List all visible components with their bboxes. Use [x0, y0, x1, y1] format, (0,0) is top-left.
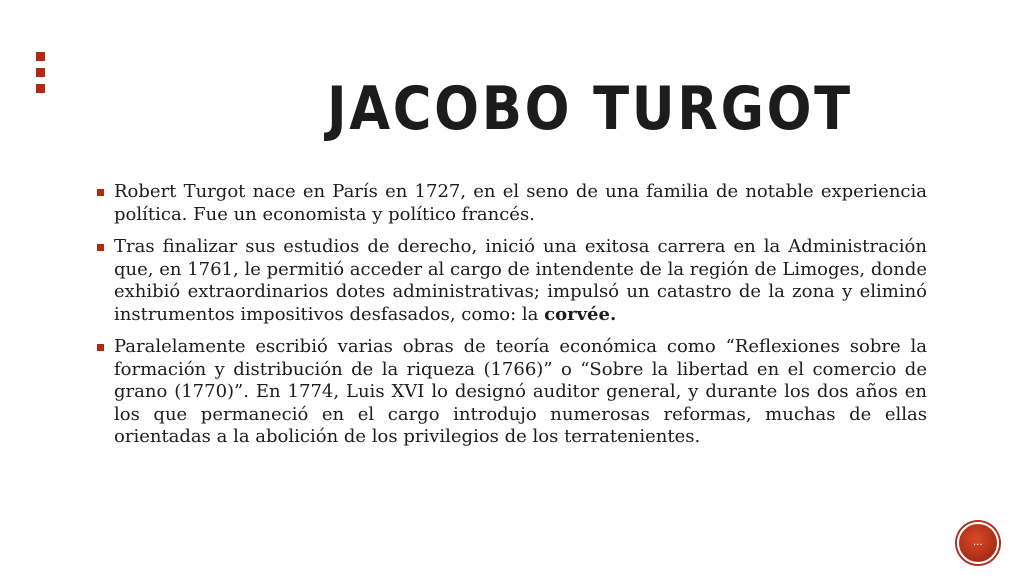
- title-decoration-squares-icon: [36, 52, 46, 94]
- list-item: [97, 336, 927, 449]
- slide-title: JACOBO TURGOT: [327, 74, 853, 144]
- square-icon: [36, 84, 45, 93]
- bullet-square-icon: [97, 189, 104, 196]
- bullet-text: Robert Turgot nace en París en 1727, en el seno de una familia de notable experiencia política. Fue un economista y político francés.: [114, 181, 927, 225]
- nav-dots-icon: ···: [973, 540, 983, 551]
- bullet-list: [97, 181, 927, 501]
- bullet-square-icon: [97, 244, 104, 251]
- square-icon: [36, 68, 45, 77]
- bullet-text: Tras finalizar sus estudios de derecho, inició una exitosa carrera en la Administración que, en 1761, le permitió acceder al cargo de intendente de la región de Limoges, donde exhibió extraordinarios dotes administrativas; impulsó un catastro de la zona y eliminó instrumentos impositivos desfasados, como: la: [114, 236, 927, 325]
- bullet-text: Paralelamente escribió varias obras de teoría económica como “Reflexiones sobre la formación y distribución de la riqueza (1766)” o “Sobre la libertad en el comercio de grano (1770)”. En 1774, Luis XVI lo designó auditor general, y durante los dos años en los que permaneció en el cargo introdujo numerosas reformas, muchas de ellas orientadas a la abolición de los privilegios de los terratenientes.: [114, 336, 927, 447]
- square-icon: [36, 52, 45, 61]
- list-item: [97, 181, 927, 226]
- slide-nav-button[interactable]: [957, 522, 999, 564]
- bullet-square-icon: [97, 344, 104, 351]
- list-item: [97, 236, 927, 326]
- bold-term: corvée.: [544, 303, 617, 325]
